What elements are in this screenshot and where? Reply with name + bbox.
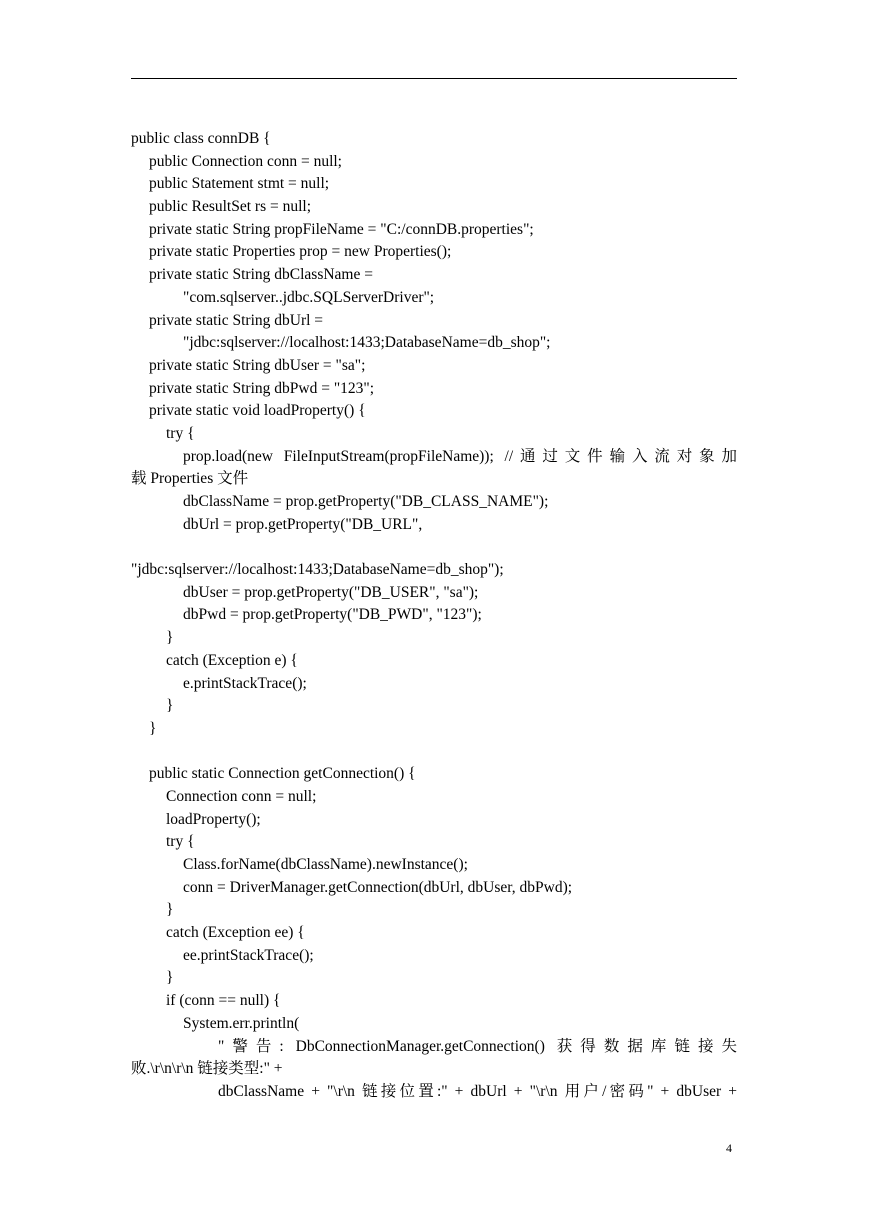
header-rule xyxy=(131,78,737,79)
code-line: private static String dbUser = "sa"; xyxy=(149,356,366,374)
code-line: } xyxy=(166,629,174,647)
code-line: prop.load(new FileInputStream(propFileName)); //通过文件输入流对象加 xyxy=(183,447,737,465)
code-line: dbUser = prop.getProperty("DB_USER", "sa"); xyxy=(183,583,479,601)
code-line: try { xyxy=(166,424,195,442)
code-line: catch (Exception e) { xyxy=(166,651,298,669)
code-line: public Statement stmt = null; xyxy=(149,175,330,193)
page-number: 4 xyxy=(726,1141,732,1155)
code-line: loadProperty(); xyxy=(166,810,261,828)
code-line: } xyxy=(166,901,174,919)
code-line: System.err.println( xyxy=(183,1014,300,1032)
code-line: ee.printStackTrace(); xyxy=(183,946,314,964)
code-line: "jdbc:sqlserver://localhost:1433;DatabaseName=db_shop"); xyxy=(131,561,504,579)
code-line: } xyxy=(166,697,174,715)
code-line: private static String dbUrl = xyxy=(149,311,324,329)
code-line: private static String dbClassName = xyxy=(149,266,373,284)
code-line: private static String dbPwd = "123"; xyxy=(149,379,375,397)
code-line: } xyxy=(149,719,157,737)
code-line: conn = DriverManager.getConnection(dbUrl, dbUser, dbPwd); xyxy=(183,878,573,896)
code-line: catch (Exception ee) { xyxy=(166,924,305,942)
code-line: 败.\r\n\r\n 链接类型:" + xyxy=(131,1060,283,1078)
code-line: private static void loadProperty() { xyxy=(149,402,366,420)
code-line: 载 Properties 文件 xyxy=(131,470,249,488)
code-line: } xyxy=(166,969,174,987)
code-listing xyxy=(131,128,737,1104)
code-line: dbClassName + "\r\n 链接位置:" + dbUrl + "\r\n 用户/密码" + dbUser + xyxy=(218,1082,737,1100)
code-line: dbPwd = prop.getProperty("DB_PWD", "123"); xyxy=(183,606,482,624)
code-line: Connection conn = null; xyxy=(166,787,317,805)
code-line: Class.forName(dbClassName).newInstance(); xyxy=(183,856,468,873)
code-line: dbUrl = prop.getProperty("DB_URL", xyxy=(183,515,423,533)
code-line: public class connDB { xyxy=(131,130,271,147)
code-line: try { xyxy=(166,833,195,851)
code-line: public Connection conn = null; xyxy=(149,152,342,170)
code-line: public ResultSet rs = null; xyxy=(149,198,312,216)
code-line: "jdbc:sqlserver://localhost:1433;DatabaseName=db_shop"; xyxy=(183,334,551,352)
code-line xyxy=(131,741,737,764)
code-line: private static Properties prop = new Properties(); xyxy=(149,243,452,261)
code-line: "警告: DbConnectionManager.getConnection() 获得数据库链接失 xyxy=(218,1037,737,1055)
code-line: public static Connection getConnection() { xyxy=(149,765,416,783)
code-line: private static String propFileName = "C:/connDB.properties"; xyxy=(149,220,534,238)
code-line: if (conn == null) { xyxy=(166,992,281,1010)
code-line: "com.sqlserver..jdbc.SQLServerDriver"; xyxy=(183,288,435,306)
code-line: dbClassName = prop.getProperty("DB_CLASS_NAME"); xyxy=(183,493,549,510)
code-line: e.printStackTrace(); xyxy=(183,674,307,692)
code-line xyxy=(131,536,737,559)
